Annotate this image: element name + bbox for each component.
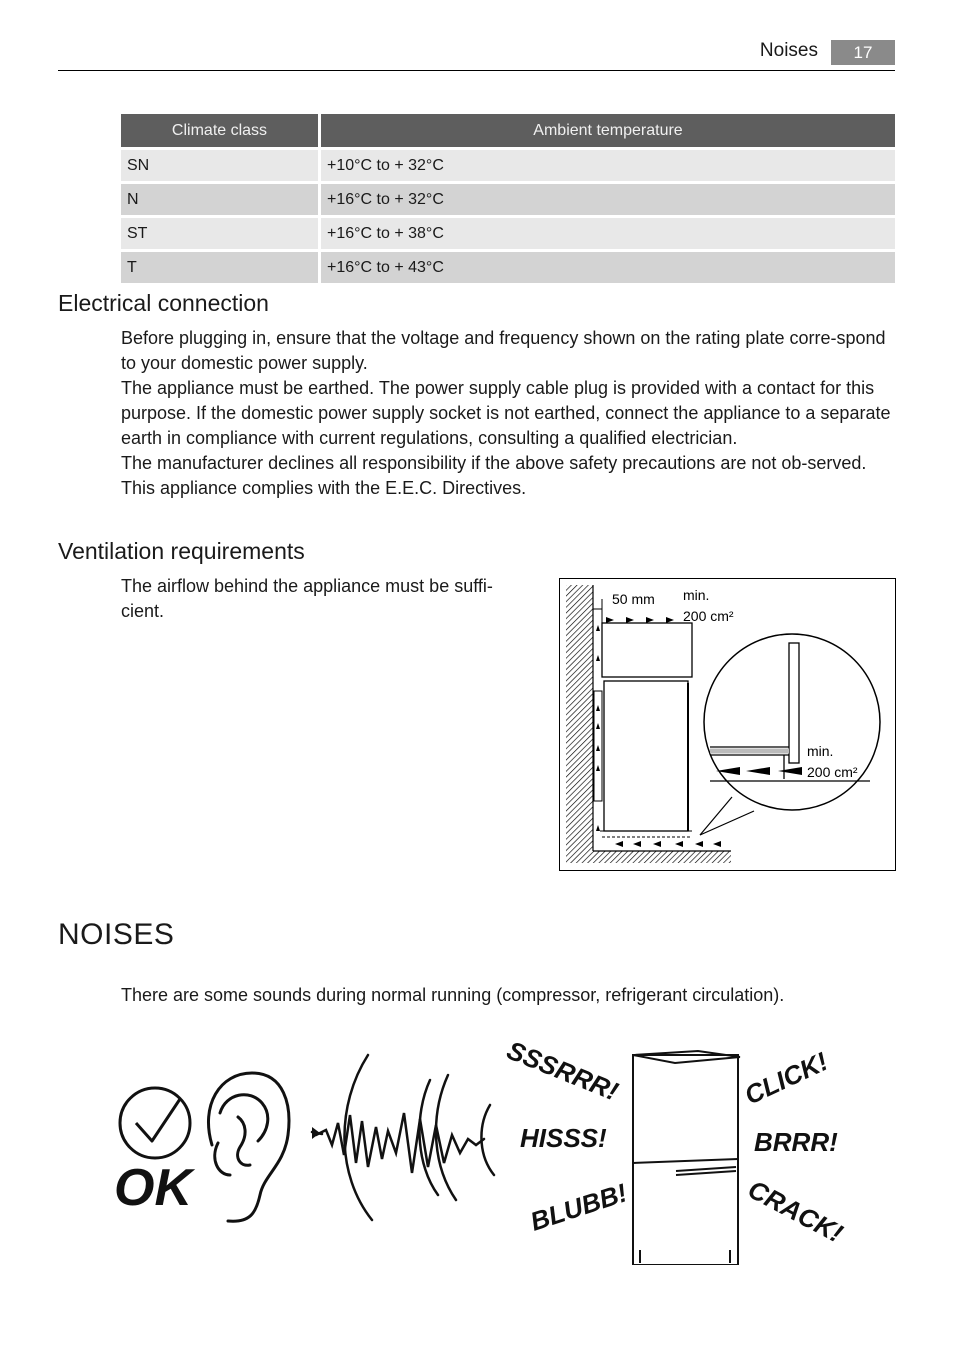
fridge-icon xyxy=(633,1051,740,1265)
bottom-airflow-arrows xyxy=(615,841,721,847)
running-header-title: Noises xyxy=(759,40,818,61)
table-row xyxy=(121,252,895,283)
table-row xyxy=(121,150,895,181)
noises-intro: There are some sounds during normal running (compressor, refrigerant circulation). xyxy=(121,985,785,1005)
noises-illustration xyxy=(100,1035,860,1265)
table-row xyxy=(121,184,895,215)
floor-hatching xyxy=(593,851,731,863)
temperature-cell: +16°C to + 32°C xyxy=(321,184,895,215)
checkmark-icon xyxy=(136,1099,180,1141)
climate-class-table xyxy=(121,111,895,286)
header-divider xyxy=(58,70,895,71)
electrical-paragraph: The appliance must be earthed. The power supply cable plug is provided with a contact for this purpose. If the domestic power supply socket is not earthed, connect the appliance to a separate earth in compliance with current regulations, consulting a qualified electrician. xyxy=(121,378,891,448)
sound-word: BLUBB! xyxy=(526,1177,631,1237)
column-header-climate-class: Climate class xyxy=(121,114,321,147)
wave-arrow-icon xyxy=(312,1127,320,1139)
temperature-cell: +16°C to + 38°C xyxy=(321,218,895,249)
ventilation-heading: Ventilation requirements xyxy=(58,538,305,564)
ventilation-diagram xyxy=(559,578,896,871)
top-area-label: 200 cm² xyxy=(683,608,734,624)
wall-hatching xyxy=(566,585,593,863)
top-min-label: min. xyxy=(683,587,710,603)
page-number-badge: 17 xyxy=(831,40,895,65)
gap-label: 50 mm xyxy=(612,591,655,607)
detail-magnifier-circle xyxy=(704,634,880,810)
table-row xyxy=(121,218,895,249)
check-circle-icon xyxy=(120,1088,190,1158)
temperature-cell: +10°C to + 32°C xyxy=(321,150,895,181)
climate-class-cell: ST xyxy=(121,218,321,249)
sound-word: CLICK! xyxy=(739,1046,833,1111)
top-airflow-arrows xyxy=(606,617,674,623)
sound-word: CRACK! xyxy=(743,1173,848,1249)
electrical-paragraph: The manufacturer declines all responsibility if the above safety precautions are not ob-served. xyxy=(121,453,867,473)
ear-icon xyxy=(208,1073,288,1221)
climate-class-cell: SN xyxy=(121,150,321,181)
top-cabinet xyxy=(602,623,692,677)
bottom-area-label: 200 cm² xyxy=(807,764,858,780)
temperature-cell: +16°C to + 43°C xyxy=(321,252,895,283)
ventilation-diagram-drawing xyxy=(560,579,895,870)
sound-word: SSSRRR! xyxy=(502,1035,623,1107)
upward-airflow-arrows xyxy=(596,625,600,831)
climate-class-cell: N xyxy=(121,184,321,215)
electrical-paragraph: Before plugging in, ensure that the voltage and frequency shown on the rating plate corre-spond to your domestic power supply. xyxy=(121,328,886,373)
sound-word: BRRR! xyxy=(754,1127,838,1157)
fridge-body xyxy=(604,681,688,831)
table-header-row xyxy=(121,114,895,147)
sound-wave-icon xyxy=(312,1055,494,1220)
column-header-ambient-temperature: Ambient temperature xyxy=(321,114,895,147)
bottom-min-label: min. xyxy=(807,743,834,759)
noises-heading: NOISES xyxy=(58,918,175,951)
ok-label: OK xyxy=(114,1159,192,1217)
sound-word: HISSS! xyxy=(520,1123,607,1153)
climate-class-cell: T xyxy=(121,252,321,283)
electrical-connection-body xyxy=(121,326,895,501)
electrical-connection-heading: Electrical connection xyxy=(58,290,269,316)
electrical-paragraph: This appliance complies with the E.E.C. Directives. xyxy=(121,478,527,498)
ventilation-text: The airflow behind the appliance must be suffi-cient. xyxy=(121,576,493,621)
